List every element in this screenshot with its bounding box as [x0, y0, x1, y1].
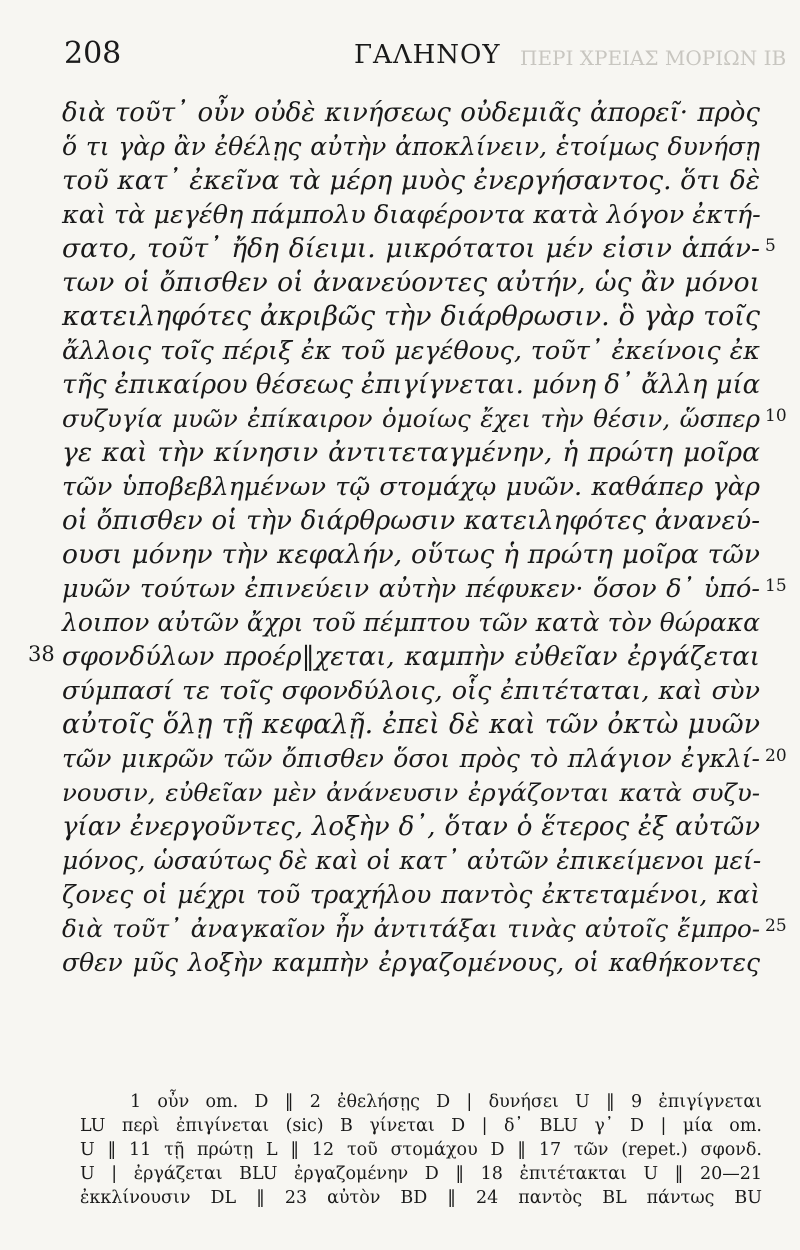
text-line-content: μόνος, ὡσαύτως δὲ καὶ οἱ κατ᾽ αὐτῶν ἐπικείμενοι μεί- — [62, 846, 762, 875]
text-line — [0, 402, 800, 436]
footnote-line: LU περὶ ἐπιγίνεται (sic) B γίνεται D | δ᾽ BLU γ᾽ D | μία om. — [80, 1116, 762, 1136]
text-line — [0, 198, 800, 232]
margin-page-reference: 38 — [28, 642, 55, 666]
text-line-content: ἄλλοις τοῖς πέριξ ἐκ τοῦ μεγέθους, τοῦτ᾽ ἐκείνοις ἐκ — [62, 336, 760, 366]
text-line-content: ζονες οἱ μέχρι τοῦ τραχήλου παντὸς ἐκτεταμένοι, καὶ — [62, 880, 760, 909]
text-line — [0, 810, 800, 844]
text-line-content: σφονδύλων προέρ‖χεται, καμπὴν εὐθεῖαν ἐργάζεται — [62, 642, 760, 672]
text-line — [0, 300, 800, 334]
text-line-content: οἱ ὄπισθεν οἱ τὴν διάρθρωσιν κατειληφότες ἀνανεύ- — [62, 506, 760, 536]
text-line — [0, 164, 800, 198]
text-line-content: λοιπον αὐτῶν ἄχρι τοῦ πέμπτου τῶν κατὰ τὸν θώρακα — [62, 608, 760, 637]
text-line — [0, 640, 800, 674]
text-line-content: σθεν μῦς λοξὴν καμπὴν ἐργαζομένους, οἱ καθήκοντες — [62, 948, 760, 977]
text-line-content: τῶν ὑποβεβλημένων τῷ στομάχῳ μυῶν. καθάπερ γὰρ — [62, 472, 760, 502]
text-line — [0, 946, 800, 980]
text-line-content: μυῶν τούτων ἐπινεύειν αὐτὴν πέφυκεν· ὅσον δ᾽ ὑπό- — [62, 574, 760, 604]
text-line-content: σύμπασί τε τοῖς σφονδύλοις, οἷς ἐπιτέταται, καὶ σὺν — [62, 676, 760, 706]
text-line-content: σατο, τοῦτ᾽ ἤδη δίειμι. μικρότατοι μέν εἰσιν ἁπάν- — [62, 233, 760, 264]
text-line-content: τοῦ κατ᾽ ἐκεῖνα τὰ μέρη μυὸς ἐνεργήσαντος. ὅτι δὲ — [62, 165, 760, 196]
text-line — [0, 912, 800, 946]
footnote-line: 1 οὖν om. D ‖ 2 ἐθελήσῃς D | δυνήσει U ‖ 9 ἐπιγίγνεται — [130, 1092, 762, 1112]
text-line-content: διὰ τοῦτ᾽ οὖν οὐδὲ κινήσεως οὐδεμιᾶς ἀπορεῖ· πρὸς — [62, 98, 760, 128]
text-line — [0, 674, 800, 708]
text-line — [0, 572, 800, 606]
page-header — [0, 36, 800, 86]
text-line — [0, 538, 800, 572]
text-line — [0, 776, 800, 810]
text-line — [0, 266, 800, 300]
text-line-content: γε καὶ τὴν κίνησιν ἀντιτεταγμένην, ἡ πρώτη μοῖρα — [62, 437, 760, 468]
text-line-content: διὰ τοῦτ᾽ ἀναγκαῖον ἦν ἀντιτάξαι τινὰς αὐτοῖς ἔμπρο- — [62, 914, 760, 943]
line-number: 25 — [765, 916, 787, 936]
text-line-content: αὐτοῖς ὅλῃ τῇ κεφαλῇ. ἐπεὶ δὲ καὶ τῶν ὀκτὼ μυῶν — [62, 709, 760, 740]
text-line — [0, 232, 800, 266]
text-line-content: τῆς ἐπικαίρου θέσεως ἐπιγίγνεται. μόνη δ᾽ ἄλλη μία — [62, 370, 761, 400]
text-line — [0, 96, 800, 130]
text-line — [0, 878, 800, 912]
text-line — [0, 368, 800, 402]
running-head: ΓΑΛΗΝΟΥ — [354, 40, 501, 70]
line-number: 15 — [765, 576, 787, 596]
text-line — [0, 470, 800, 504]
text-line — [0, 708, 800, 742]
line-number: 5 — [765, 236, 776, 256]
text-line — [0, 504, 800, 538]
footnote-line: ἐκκλίνουσιν DL ‖ 23 αὐτὸν BD ‖ 24 παντὸς BL πάντως BU — [80, 1188, 762, 1208]
text-line-content: γίαν ἐνεργοῦντες, λοξὴν δ᾽, ὅταν ὁ ἕτερος ἐξ αὐτῶν — [62, 812, 760, 842]
text-line-content: συζυγία μυῶν ἐπίκαιρον ὁμοίως ἔχει τὴν θέσιν, ὥσπερ — [62, 404, 760, 433]
line-number: 10 — [765, 406, 787, 426]
text-line-content: ὅ τι γὰρ ἂν ἐθέλῃς αὐτὴν ἀποκλίνειν, ἑτοίμως δυνήσῃ — [62, 132, 760, 161]
text-line-content: νουσιν, εὐθεῖαν μὲν ἀνάνευσιν ἐργάζονται κατὰ συζυ- — [62, 778, 760, 807]
footnote-line: U ‖ 11 τῇ πρώτῃ L ‖ 12 τοῦ στομάχου D ‖ 17 τῶν (repet.) σφονδ. — [80, 1140, 762, 1160]
text-line — [0, 742, 800, 776]
text-line-content: καὶ τὰ μεγέθη πάμπολυ διαφέροντα κατὰ λόγον ἐκτή- — [62, 200, 761, 230]
text-line — [0, 606, 800, 640]
footnote-line: U | ἐργάζεται BLU ἐργαζομένην D ‖ 18 ἐπιτέτακται U ‖ 20—21 — [80, 1164, 762, 1184]
text-line-content: τῶν μικρῶν τῶν ὄπισθεν ὅσοι πρὸς τὸ πλάγιον ἐγκλί- — [62, 744, 760, 773]
text-line — [0, 130, 800, 164]
text-line-content: κατειληφότες ἀκριβῶς τὴν διάρθρωσιν. ὃ γὰρ τοῖς — [62, 301, 760, 332]
line-number: 20 — [765, 746, 787, 766]
page-number: 208 — [64, 36, 122, 71]
text-line-content: ουσι μόνην τὴν κεφαλήν, οὕτως ἡ πρώτη μοῖρα τῶν — [62, 539, 760, 570]
text-line-content: των οἱ ὄπισθεν οἱ ἀνανεύοντες αὐτήν, ὡς ἂν μόνοι — [62, 267, 760, 298]
show-through-text: ΠΕΡΙ ΧΡΕΙΑΣ ΜΟΡΙΩΝ ΙΒ — [520, 46, 787, 70]
text-line — [0, 844, 800, 878]
text-line — [0, 334, 800, 368]
text-line — [0, 436, 800, 470]
